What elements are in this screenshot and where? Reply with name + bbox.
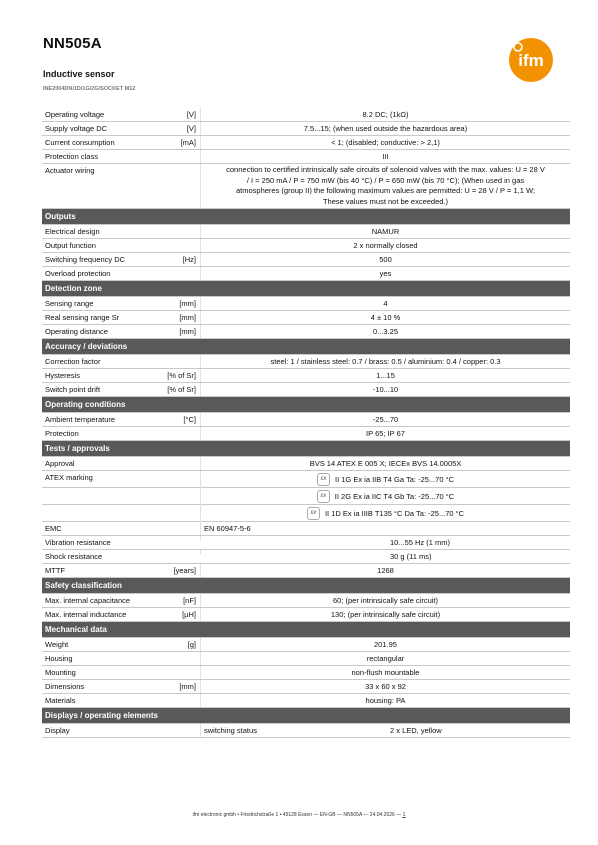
ex-mark-icon: εx [307,507,320,520]
spec-row: EMC EN 60947-5-6 [42,522,570,536]
spec-table [42,108,570,738]
section-header-tests: Tests / approvals [42,441,570,457]
spec-row: Hysteresis [% of Sr] 1...15 [42,369,570,383]
spec-row: Switching frequency DC [Hz] 500 [42,253,570,267]
spec-row: MTTF [years] 1268 [42,564,570,578]
spec-row: Real sensing range Sr [mm] 4 ± 10 % [42,311,570,325]
article-number: INE2004DN/1D/1G/2G/SOCKET M12 [43,86,136,92]
spec-row: Correction factor steel: 1 / stainless steel: 0.7 / brass: 0.5 / aluminium: 0.4 / copper: 0.3 [42,355,570,369]
spec-row: Supply voltage DC [V] 7.5...15; (when used outside the hazardous area) [42,122,570,136]
spec-row: εx II 1D Ex ia IIIB T135 °C Da Ta: -25...70 °C [42,505,570,522]
spec-row: Current consumption [mA] < 1; (disabled; conductive: > 2,1) [42,136,570,150]
spec-row: Mounting non-flush mountable [42,666,570,680]
section-header-detection: Detection zone [42,281,570,297]
spec-row: Overload protection yes [42,267,570,281]
section-header-operating: Operating conditions [42,397,570,413]
spec-row: εx II 2G Ex ia IIC T4 Gb Ta: -25...70 °C [42,488,570,505]
spec-row: Vibration resistance 10...55 Hz (1 mm) [42,536,570,550]
spec-row: Operating distance [mm] 0...3.25 [42,325,570,339]
spec-row: Actuator wiring connection to certified intrinsically safe circuits of solenoid valves with the max. values: U = 28 V / I = 250 mA / P = 750 mW (bis 40 °C) / P = 650 mW (bis 70 °C); (When used in gas atmospheres (group II) the following maximum values are permitted: U = 28 V / P = 1,1 W; These values must not be exceeded.) [42,164,570,209]
spec-row: Dimensions [mm] 33 x 60 x 92 [42,680,570,694]
section-header-accuracy: Accuracy / deviations [42,339,570,355]
spec-row: Electrical design NAMUR [42,225,570,239]
spec-row: Output function 2 x normally closed [42,239,570,253]
spec-row: Sensing range [mm] 4 [42,297,570,311]
product-subtitle: Inductive sensor [43,69,115,79]
spec-row: Protection class III [42,150,570,164]
spec-row: Display switching status 2 x LED, yellow [42,724,570,738]
section-header-outputs: Outputs [42,209,570,225]
spec-row: Max. internal capacitance [nF] 60; (per intrinsically safe circuit) [42,594,570,608]
section-header-displays: Displays / operating elements [42,708,570,724]
spec-row: Approval BVS 14 ATEX E 005 X; IECEx BVS 14.0005X [42,457,570,471]
spec-row: ATEX marking εx II 1G Ex ia IIB T4 Ga Ta: -25...70 °C [42,471,570,488]
spec-row: Max. internal inductance [µH] 130; (per intrinsically safe circuit) [42,608,570,622]
spec-row: Protection IP 65; IP 67 [42,427,570,441]
ifm-logo [508,37,554,83]
svg-text:ifm: ifm [518,51,544,70]
spec-row: Housing rectangular [42,652,570,666]
ex-mark-icon: εx [317,490,330,503]
page-number-link[interactable]: 1 [402,812,406,818]
spec-row: Operating voltage [V] 8.2 DC; (1kΩ) [42,108,570,122]
page-footer: ifm electronic gmbh • Friedrichstraße 1 • 45128 Essen — EN-GB — NN505A — 24.04.2026 — 1 [192,812,406,818]
ex-mark-icon: εx [317,473,330,486]
spec-row: Ambient temperature [°C] -25...70 [42,413,570,427]
product-title: NN505A [43,35,102,52]
spec-row: Switch point drift [% of Sr] -10...10 [42,383,570,397]
spec-row: Materials housing: PA [42,694,570,708]
spec-row: Weight [g] 201.95 [42,638,570,652]
section-header-safety: Safety classification [42,578,570,594]
spec-row: Shock resistance 30 g (11 ms) [42,550,570,564]
section-header-mechanical: Mechanical data [42,622,570,638]
